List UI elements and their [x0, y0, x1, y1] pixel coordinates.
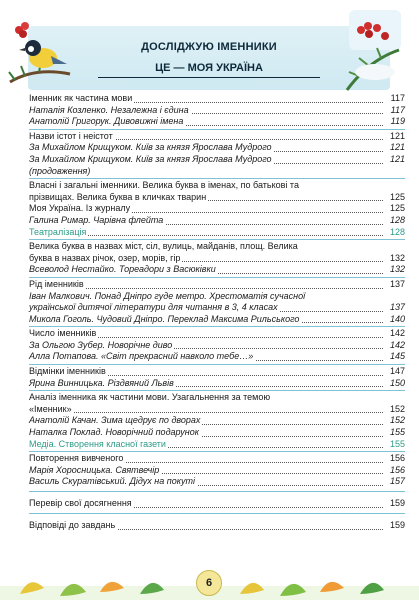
toc-page-number: 155 — [385, 427, 405, 439]
toc-row[interactable] — [29, 404, 405, 416]
toc-entry-text: Відповіді до завдань — [29, 520, 116, 530]
toc-entry-text: Наталія Козленко. Незалежна і єдина — [29, 104, 189, 115]
toc-row[interactable] — [29, 314, 405, 326]
toc-entry-text: Алла Потапова. «Світ прекрасний навколо тебе…» — [29, 351, 254, 362]
toc-entry-text: української дитячої літератури для читання в 3, 4 класах — [29, 302, 278, 313]
toc-row[interactable] — [29, 366, 405, 378]
toc-row[interactable] — [29, 116, 405, 128]
toc-page-number: 125 — [385, 192, 405, 204]
section-divider — [29, 390, 405, 391]
toc-entry-text: буква в назвах річок, озер, морів, гір — [29, 252, 181, 263]
toc-entry-text: Анатолій Качан. Зима щедрує по дворах — [29, 415, 201, 426]
toc-entry-text: Медіа. Створення класної газети — [29, 438, 166, 449]
toc-entry-text: Іван Малкович. Понад Дніпро гуде метро. Хрестоматія сучасної — [29, 290, 306, 301]
toc-row[interactable] — [29, 476, 405, 488]
toc-row[interactable] — [29, 215, 405, 227]
rowan-berries-illustration — [339, 10, 409, 94]
page-number: 6 — [196, 570, 222, 596]
toc-entry-text: Ярина Винницька. Різдвяний Львів — [29, 377, 174, 388]
toc-entry-text: Всеволод Нестайко. Тореадори з Васюківки — [29, 264, 216, 275]
toc-row[interactable] — [29, 264, 405, 276]
toc-row[interactable] — [29, 180, 405, 192]
toc-entry-text: Іменник як частина мови — [29, 93, 133, 103]
toc-row[interactable] — [29, 496, 405, 510]
toc-entry-text: Театралізація — [29, 226, 87, 237]
toc-row[interactable] — [29, 427, 405, 439]
toc-row[interactable] — [29, 105, 405, 117]
toc-row[interactable] — [29, 518, 405, 532]
toc-row[interactable] — [29, 241, 405, 253]
toc-page-number: 147 — [385, 366, 405, 378]
toc-entry-text: «Іменник» — [29, 403, 72, 414]
section-divider — [29, 326, 405, 327]
section-subtitle — [28, 62, 390, 74]
toc-row[interactable] — [29, 378, 405, 390]
toc-entry-text: Василь Скуратівський. Дідух на покуті — [29, 476, 195, 487]
toc-entry-text: Перевір свої досягнення — [29, 498, 132, 508]
toc-page-number: 145 — [385, 351, 405, 363]
toc-page-number: 152 — [385, 415, 405, 427]
section-title: ДОСЛІДЖУЮ ІМЕННИКИ — [141, 41, 277, 53]
toc-row[interactable] — [29, 93, 405, 105]
toc-page-number: 157 — [385, 476, 405, 488]
toc-row[interactable] — [29, 392, 405, 404]
toc-page-number: 155 — [385, 439, 405, 451]
toc-row[interactable] — [29, 465, 405, 477]
toc-page-number: 156 — [385, 453, 405, 465]
toc-entry-text: Велика буква в назвах міст, сіл, вулиць, майданів, площ. Велика — [29, 241, 298, 252]
toc-page-number: 117 — [385, 93, 405, 105]
toc-page-number: 121 — [385, 142, 405, 154]
toc-row[interactable] — [29, 142, 405, 154]
bird-branch-illustration — [5, 12, 75, 92]
toc-row[interactable] — [29, 253, 405, 265]
toc-page-number: 119 — [385, 116, 405, 128]
toc-entry-text: Галина Римар. Чарівна флейта — [29, 214, 164, 225]
toc-row[interactable] — [29, 154, 405, 166]
toc-page-number: 142 — [385, 328, 405, 340]
toc-entry-text: За Ольгою Зубер. Новорічне диво — [29, 339, 173, 350]
toc-row[interactable] — [29, 415, 405, 427]
toc-entry-text: Власні і загальні іменники. Велика буква в іменах, по батькові та — [29, 180, 299, 191]
section-subtitle-text: ЦЕ — МОЯ УКРАЇНА — [155, 62, 263, 74]
toc-row[interactable] — [29, 291, 405, 303]
toc-page-number: 128 — [385, 215, 405, 227]
toc-row[interactable] — [29, 302, 405, 314]
toc-page-number: 121 — [385, 131, 405, 143]
section-divider — [29, 178, 405, 179]
section-divider — [29, 491, 405, 492]
toc-entry-text: Відмінки іменників — [29, 366, 106, 377]
toc-entry-text: (продовження) — [29, 165, 91, 176]
toc-page-number: 156 — [385, 465, 405, 477]
toc-row[interactable] — [29, 227, 405, 239]
toc-entry-text: Наталка Поклад. Новорічний подарунок — [29, 427, 199, 438]
leader-dots — [29, 412, 383, 413]
toc-page-number: 125 — [385, 203, 405, 215]
toc-entry-text: Моя Україна. Із журналу — [29, 203, 131, 214]
toc-page-number: 137 — [385, 302, 405, 314]
toc-entry-text: За Михайлом Крищуком. Київ за князя Ярослава Мудрого — [29, 142, 272, 153]
toc-entry-text: Повторення вивченого — [29, 453, 124, 464]
section-divider — [29, 277, 405, 278]
section-header — [28, 26, 390, 90]
toc-page-number: 159 — [385, 496, 405, 510]
toc-page-number: 121 — [385, 154, 405, 166]
toc-entry-text: Назви істот і неістот — [29, 130, 113, 141]
subtitle-underline — [98, 77, 320, 78]
toc-row[interactable] — [29, 131, 405, 143]
toc-row[interactable] — [29, 328, 405, 340]
toc-entry-text: прізвищах. Велика буква в кличках тварин — [29, 191, 207, 202]
toc-page-number: 142 — [385, 340, 405, 352]
toc-entry-text: Рід іменників — [29, 278, 84, 289]
toc-page-number: 152 — [385, 404, 405, 416]
section-divider — [29, 513, 405, 514]
toc-row[interactable] — [29, 166, 405, 178]
toc-page-number: 132 — [385, 264, 405, 276]
toc-row[interactable] — [29, 351, 405, 363]
toc-page-number: 128 — [385, 227, 405, 239]
toc-entry-text: Число іменників — [29, 328, 97, 339]
toc-page-number: 140 — [385, 314, 405, 326]
toc-entry-text: Марія Хоросницька. Святвечір — [29, 464, 160, 475]
toc-row[interactable] — [29, 340, 405, 352]
toc-entry-text: Анатолій Григорук. Дивовижні імена — [29, 116, 184, 127]
section-divider — [29, 129, 405, 130]
section-divider — [29, 364, 405, 365]
toc-row[interactable] — [29, 203, 405, 215]
toc-row[interactable] — [29, 453, 405, 465]
toc-entry-text: За Михайлом Крищуком. Київ за князя Ярослава Мудрого — [29, 153, 272, 164]
toc-row[interactable] — [29, 279, 405, 291]
toc-page-number: 117 — [385, 105, 405, 117]
toc-page-number: 159 — [385, 518, 405, 532]
table-of-contents — [29, 93, 405, 532]
toc-entry-text: Микола Гоголь. Чудовий Дніпро. Переклад Максима Рильського — [29, 313, 300, 324]
toc-page-number: 132 — [385, 253, 405, 265]
toc-row[interactable] — [29, 192, 405, 204]
toc-row[interactable] — [29, 439, 405, 451]
toc-entry-text: Аналіз іменника як частини мови. Узагальнення за темою — [29, 392, 271, 403]
toc-page-number: 150 — [385, 378, 405, 390]
section-divider — [29, 451, 405, 452]
section-divider — [29, 239, 405, 240]
toc-page-number: 137 — [385, 279, 405, 291]
